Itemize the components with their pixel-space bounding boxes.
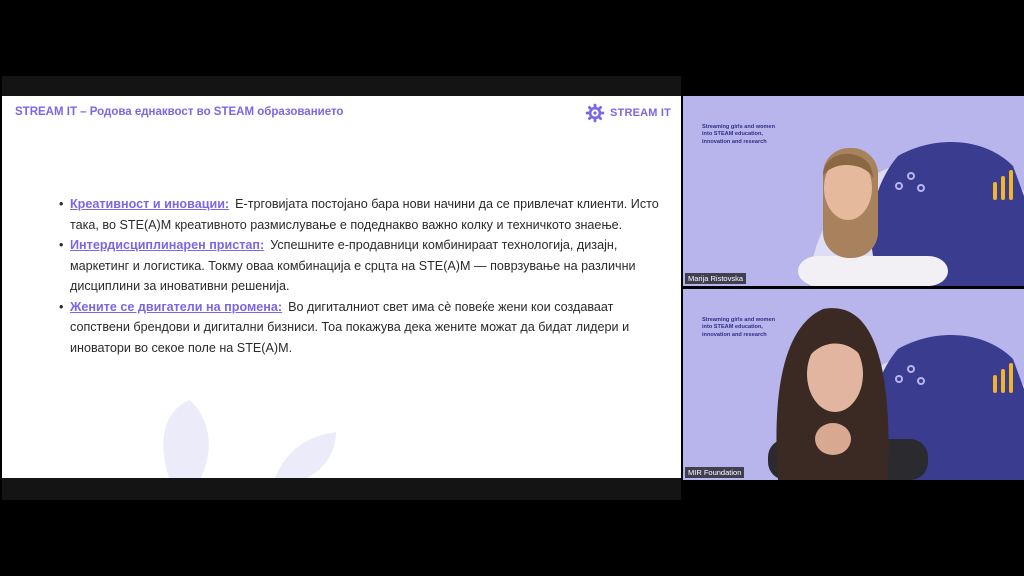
participant-video-tile[interactable] (683, 289, 1024, 480)
bullet-text: Во дигиталниот свет има сè повеќе жени кои создаваат сопствени брендови и дигитални бизниси. Тоа покажува дека жените можат да бидат лидери и иноватори во секое поле на STE(A)M. (70, 299, 630, 355)
background-tagline: Streaming girls and women into STEAM education, innovation and research (702, 317, 776, 338)
slide-bullet-list (58, 194, 660, 358)
bullet-text: Успешните е-продавници комбинираат технологија, дизајн, маркетинг и логистика. Токму оваа комбинација е срцта на STE(A)M — поврзување на различни дисциплини за иновативни решенија. (70, 238, 636, 293)
participant-video-tile[interactable] (683, 96, 1024, 286)
presentation-slide (2, 96, 681, 478)
logo-text: STREAM IT (610, 107, 672, 119)
participant-name: Marija Ristovska (685, 273, 746, 284)
gear-icon (585, 103, 605, 123)
screen-share-bottom-bar (2, 478, 681, 500)
bullet-text: Е-трговијата постојано бара нови начини да се привлечат клиенти. Исто така, во STE(A)M креативното размислување е подеднакво важно колку и техничкото знаење. (70, 197, 659, 232)
leaf-decoration (152, 396, 352, 478)
participant-name: MIR Foundation (685, 467, 744, 478)
bullet-item (70, 194, 660, 235)
bullet-item (70, 297, 660, 359)
bullet-term: Креативност и иновации: (70, 197, 230, 211)
background-tagline: Streaming girls and women into STEAM education, innovation and research (702, 124, 776, 145)
bullet-item (70, 235, 660, 297)
bullet-term: Жените се двигатели на промена: (70, 299, 283, 314)
stream-it-logo (585, 103, 671, 123)
screen-share-top-bar (2, 76, 681, 96)
slide-title: STREAM IT – Родова еднаквост во STEAM образованието (15, 106, 344, 118)
bullet-term: Интердисциплинарен пристап: (70, 238, 265, 252)
